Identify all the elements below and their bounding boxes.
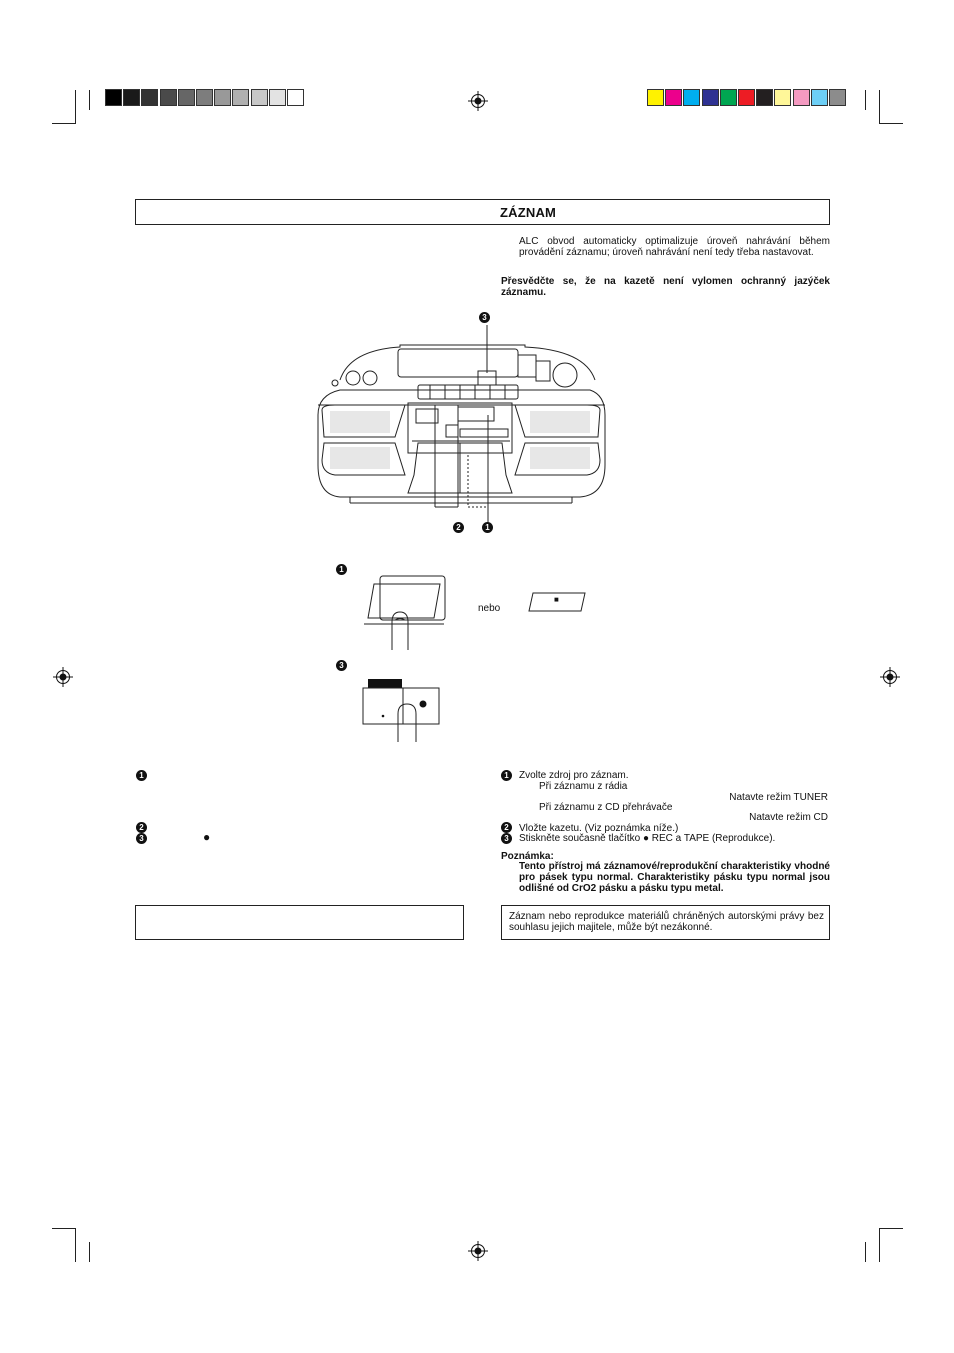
rec-dot-left: ● <box>203 830 211 844</box>
cassette-door-illustration <box>360 572 450 652</box>
step1-label: Zvolte zdroj pro záznam. <box>519 770 629 781</box>
color-swatch-5 <box>720 89 737 106</box>
gray-swatch-2 <box>123 89 140 106</box>
marker-1-bottom: 1 <box>482 522 493 533</box>
empty-note-box <box>135 905 464 940</box>
color-swatch-7 <box>756 89 773 106</box>
color-swatch-6 <box>738 89 755 106</box>
marker-3-left: 3 <box>136 833 147 844</box>
note-text: Tento přístroj má záznamové/reprodukční charakteristiky vhodné pro pásek typu normal. Charakteristiky pásku typu normal jsou odlišné od CrO2 pásku a pásku typu metal. <box>519 861 830 894</box>
step3-label: Stiskněte současně tlačítko ● REC a TAPE (Reprodukce). <box>519 833 776 844</box>
rec-button-illustration <box>360 676 444 742</box>
gray-swatch-11 <box>287 89 304 106</box>
title-frame <box>135 199 830 225</box>
registration-mark-bottom <box>468 1241 488 1261</box>
marker-3-illustration: 3 <box>336 660 347 671</box>
stop-button-illustration <box>527 591 587 613</box>
gray-swatch-7 <box>214 89 231 106</box>
color-swatch-3 <box>683 89 700 106</box>
color-swatch-2 <box>665 89 682 106</box>
step1-cd-mode: Natavte režim CD <box>749 812 828 823</box>
registration-mark-left <box>53 667 73 687</box>
gray-swatch-3 <box>141 89 158 106</box>
marker-1-illustration: 1 <box>336 564 347 575</box>
note-title: Poznámka: <box>501 851 554 862</box>
registration-mark-right <box>880 667 900 687</box>
gray-swatch-6 <box>196 89 213 106</box>
color-swatch-9 <box>793 89 810 106</box>
or-label: nebo <box>478 603 501 614</box>
step1-radio-mode: Natavte režim TUNER <box>729 792 828 803</box>
color-swatch-10 <box>811 89 828 106</box>
stop-icon: ■ <box>554 595 559 604</box>
gray-swatch-5 <box>178 89 195 106</box>
page-title: ZÁZNAM <box>500 205 557 220</box>
color-swatch-11 <box>829 89 846 106</box>
marker-3-right: 3 <box>501 833 512 844</box>
step1-cd: Při záznamu z CD přehrávače <box>539 802 673 813</box>
gray-swatch-4 <box>160 89 177 106</box>
marker-2-left: 2 <box>136 822 147 833</box>
copyright-notice: Záznam nebo reprodukce materiálů chráněných autorskými právy bez souhlasu jejich majitele, může být nezákonné. <box>509 911 824 933</box>
color-swatch-1 <box>647 89 664 106</box>
marker-3-top: 3 <box>479 312 490 323</box>
copyright-box <box>501 905 830 940</box>
marker-2-bottom: 2 <box>453 522 464 533</box>
gray-swatch-10 <box>269 89 286 106</box>
marker-1-right: 1 <box>501 770 512 781</box>
gray-swatch-8 <box>232 89 249 106</box>
gray-swatch-9 <box>251 89 268 106</box>
step2-label: Vložte kazetu. (Viz poznámka níže.) <box>519 823 679 834</box>
step1-radio: Při záznamu z rádia <box>539 781 628 792</box>
marker-2-right: 2 <box>501 822 512 833</box>
tab-warning: Přesvědčte se, že na kazetě není vylomen ochranný jazýček záznamu. <box>501 276 830 298</box>
gray-swatch-1 <box>105 89 122 106</box>
registration-mark-top <box>468 91 488 111</box>
boombox-illustration <box>310 325 610 525</box>
marker-1-left: 1 <box>136 770 147 781</box>
color-swatch-4 <box>702 89 719 106</box>
alc-description: ALC obvod automaticky optimalizuje úroveň nahrávání během provádění záznamu; úroveň nahrávání není tedy třeba nastavovat. <box>519 236 830 258</box>
color-swatch-8 <box>774 89 791 106</box>
